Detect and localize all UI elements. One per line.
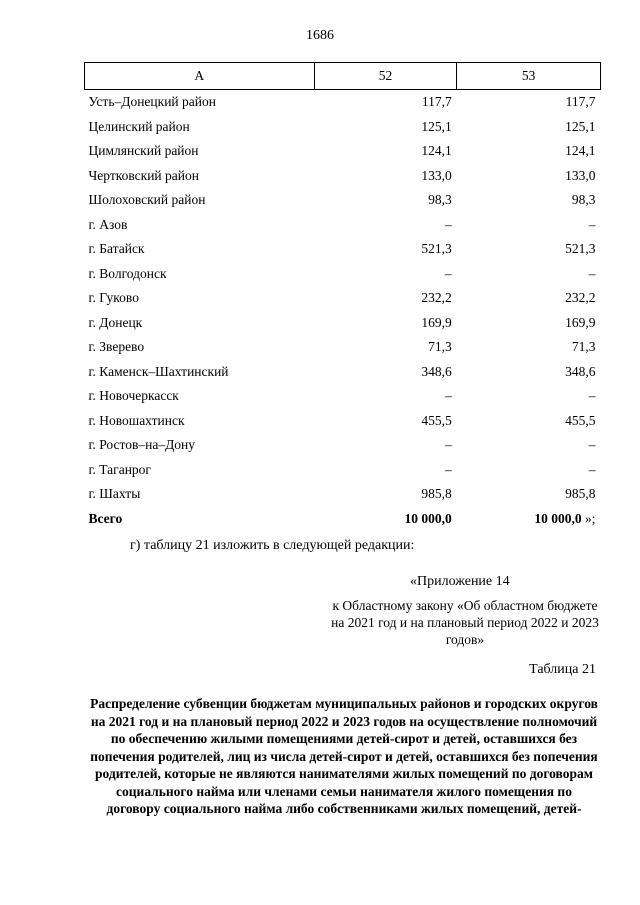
value-52: 117,7	[421, 94, 452, 110]
value-52: –	[445, 388, 452, 404]
municipality-name: Шолоховский район	[88, 192, 206, 208]
column-header-52: 52	[314, 63, 457, 90]
total-value-52: 10 000,0	[404, 510, 452, 526]
municipality-name: г. Гуково	[88, 290, 139, 306]
value-53: 232,2	[565, 290, 596, 306]
table-row	[85, 286, 601, 311]
value-52: 98,3	[428, 192, 452, 208]
table-row	[85, 360, 601, 385]
value-52: 232,2	[421, 290, 452, 306]
value-53: 124,1	[565, 143, 596, 159]
table-body	[85, 90, 601, 532]
value-52: 169,9	[421, 314, 452, 330]
value-52: 125,1	[421, 118, 452, 134]
value-53: 985,8	[565, 486, 596, 502]
table-label: Таблица 21	[529, 662, 596, 677]
value-53: 98,3	[571, 192, 596, 208]
value-53: 169,9	[565, 314, 596, 330]
value-53: –	[588, 461, 596, 477]
table-row	[85, 237, 601, 262]
value-53: –	[588, 437, 596, 453]
municipality-name: Целинский район	[88, 118, 190, 134]
table-row	[85, 164, 601, 189]
value-53: 71,3	[571, 339, 596, 355]
municipality-name: г. Шахты	[88, 486, 141, 502]
table-row	[85, 482, 601, 507]
value-52: 521,3	[421, 241, 452, 257]
value-52: 985,8	[421, 486, 452, 502]
municipality-name: г. Волгодонск	[88, 265, 167, 281]
value-52: 124,1	[421, 143, 452, 159]
table-row	[85, 311, 601, 336]
value-52: –	[445, 437, 452, 453]
value-53: –	[588, 265, 596, 281]
closing-quote-mark: »;	[581, 510, 596, 526]
municipality-name: г. Азов	[88, 216, 128, 232]
total-row	[85, 507, 601, 532]
municipality-name: Усть–Донецкий район	[88, 94, 216, 110]
value-52: –	[445, 216, 452, 232]
municipality-name: г. Батайск	[88, 241, 145, 257]
law-reference: к Областному закону «Об областном бюджете на 2021 год и на плановый период 2022 и 2023 годов»	[331, 598, 599, 647]
total-value-53-number: 10 000,0	[534, 510, 582, 526]
value-53: 117,7	[565, 94, 596, 110]
municipality-name: г. Каменск–Шахтинский	[88, 363, 229, 379]
municipality-name: Цимлянский район	[88, 143, 199, 159]
table-row	[85, 384, 601, 409]
table-row	[85, 458, 601, 483]
total-value-53	[457, 507, 601, 532]
column-header-a: А	[85, 63, 315, 90]
column-header-53: 53	[457, 63, 601, 90]
value-52: –	[445, 265, 452, 281]
value-53: 348,6	[565, 363, 596, 379]
municipality-name: г. Новошахтинск	[88, 412, 185, 428]
table-row	[85, 139, 601, 164]
table-row	[85, 433, 601, 458]
value-52: –	[445, 461, 452, 477]
table-row	[85, 262, 601, 287]
table-heading: Распределение субвенции бюджетам муниципальных районов и городских округов на 2021 год и на плановый период 2022 и 2023 годов на осуществление полномочий по обеспечению жилыми помещениями детей-сирот и детей, оставшихся без попечения родителей, лиц из числа детей-сирот и детей, оставшихся без попечения родителей, которые не являются нанимателями жилых помещений по договорам социального найма или членами семьи нанимателя жилого помещения по договору социального найма либо собственниками жилых помещений, детей-	[90, 696, 598, 816]
value-53: –	[588, 216, 596, 232]
value-53: 455,5	[565, 412, 596, 428]
value-52: 455,5	[421, 412, 452, 428]
municipality-name: г. Новочеркасск	[88, 388, 179, 404]
value-53: 133,0	[565, 167, 596, 183]
value-53: 125,1	[565, 118, 596, 134]
page-number: 1686	[306, 28, 334, 43]
table-row	[85, 115, 601, 140]
appendix-title: «Приложение 14	[410, 574, 510, 589]
value-52: 133,0	[421, 167, 452, 183]
municipality-name: г. Таганрог	[88, 461, 151, 477]
value-53: 521,3	[565, 241, 596, 257]
subsidy-table	[84, 62, 601, 531]
municipality-name: Чертковский район	[88, 167, 199, 183]
municipality-name: г. Донецк	[88, 314, 143, 330]
municipality-name: г. Ростов–на–Дону	[88, 437, 196, 453]
value-52: 71,3	[428, 339, 452, 355]
table-row	[85, 213, 601, 238]
municipality-name: г. Зверево	[88, 339, 145, 355]
table-row	[85, 409, 601, 434]
total-label: Всего	[88, 510, 123, 526]
table-row	[85, 90, 601, 115]
table-header-row	[85, 63, 601, 90]
table-row	[85, 335, 601, 360]
table-row	[85, 188, 601, 213]
value-53: –	[588, 388, 596, 404]
instruction-text: г) таблицу 21 изложить в следующей редакции:	[130, 538, 415, 553]
value-52: 348,6	[421, 363, 452, 379]
